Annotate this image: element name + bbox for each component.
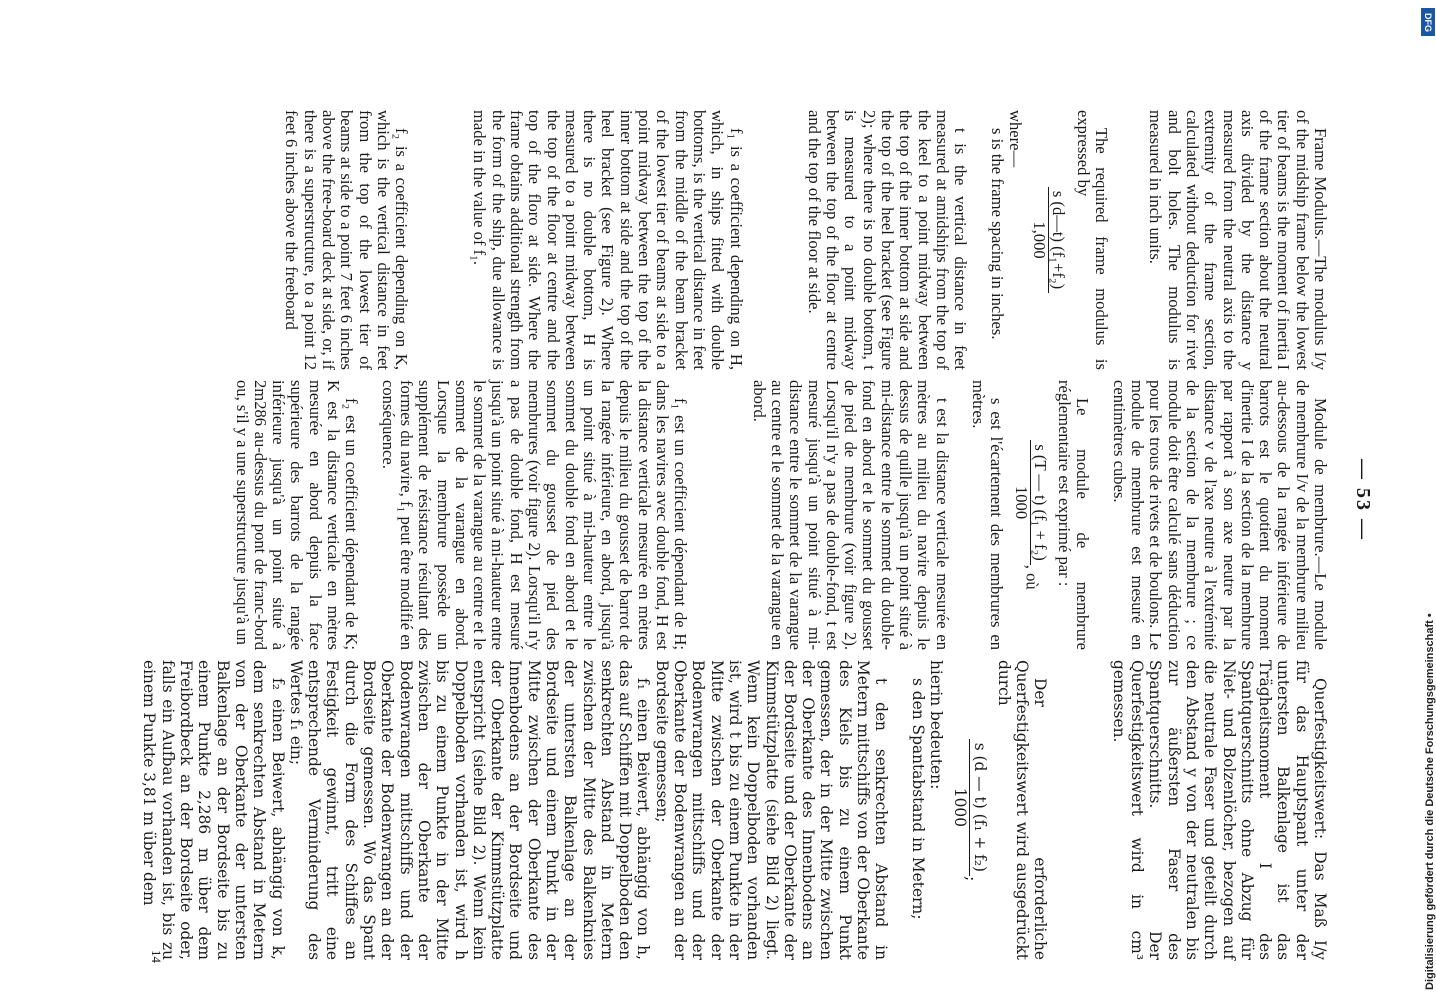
fr-formula-numerator: s (T — t) (f₁ + f₂) bbox=[1030, 440, 1049, 564]
de-required-para: Der erforderliche Querfestigkeitswert wird ausgedrückt durch bbox=[994, 660, 1050, 960]
de-formula-numerator: s (d — t) (f₁ + f₂) bbox=[969, 739, 988, 876]
en-formula-denominator: 1,000 bbox=[1030, 221, 1050, 259]
fr-def-t: t est la distance verticale mesurée en mètres au milieu du navire depuis le dessus de quille jusqu'à un point situé à mi-distance entre le sommet du double-fond en abord et le sommet du gousset de pied de membrure (voir figure 2). Lorsqu'il n'y a pas de double-fond, t est mesuré jusqu'à un point situé à mi-distance entre le sommet de la varangue au centre et le sommet de la varangue en abord. bbox=[749, 380, 952, 650]
fr-def-f2: f₂ est un coefficient dépendant de K; K est la distance verticale en mètres mesurée en abord depuis la face supérieure des barrots de la rangée inférieure jusqu'à un point situé à 2m286 au-dessus du pont de franc-bord ou, s'il y a une superstructure jusqu'à un bbox=[232, 380, 362, 650]
en-def-t: t is the vertical distance in feet measured at amidships from the top of the keel to a point midway between the top of the inner bottom at side and the top of the heel bracket (see Figure 2); where there is no double bottom, t is measured to a point midway between the top of the floor at centre and the top of the floor at side. bbox=[804, 110, 971, 370]
en-formula bbox=[1030, 110, 1068, 370]
de-def-f2: f₂ einen Beiwert, abhängig von k, dem senkrechten Abstand in Metern von der Oberkante der untersten Balkenlage an der Bordseite bis zu einem Punkte 2,286 m über dem Freibordbeck an der Bordseite oder, falls ein Aufbau vorhanden ist, bis zu einem Punkte 3,81 m über dem bbox=[140, 660, 287, 960]
fr-def-f1: f₁ est un coefficient dépendant de H; dans les navires avec double fond, H est la distance verticale mesurée en mètres depuis le milieu du gousset de barrot de la rangée inférieure, en abord, jusqu'à un point situé à mi-hauteur entre le sommet du double fond en abord et le sommet du gousset de pied des membrures (voir figure 2). Lorsqu'il n'y a pas de double fond, H est mesuré jusqu'à un point situé à mi-hauteur entre le sommet de la varangue au centre et le sommet de la varangue en abord. Lorsque la membrure possède un supplément de résistance résultant des formes du navire, f₁ peut être modifié en conséquence. bbox=[378, 380, 691, 650]
english-column bbox=[282, 110, 1329, 370]
footer-page-number: 14 bbox=[149, 950, 164, 963]
de-def-t: t den senkrechten Abstand in Metern mittschiffs von der Oberkante des Kiels bis zu einem Punkt gemessen, der in der Mitte zwischen der Oberkante des Innenbodens an der Bordseite und der Oberkante der Kimmstützplatte (siehe Bild 2) liegt. Wenn kein Doppelboden vorhanden ist, wird t bis zu einem Punkte in der Mitte zwischen der Oberkante der Bodenwrangen mittschiffs und der Oberkante der Bodenwrangen an der Bordseite gemessen; bbox=[652, 660, 891, 960]
de-def-s: s den Spantabstand in Metern; bbox=[908, 678, 927, 920]
de-formula-tail: ; bbox=[961, 876, 980, 882]
fr-formula bbox=[1011, 380, 1049, 650]
de-formula bbox=[951, 660, 989, 960]
de-formula-denominator: 1000 bbox=[951, 787, 970, 827]
en-frame-modulus-para: Frame Modulus.—The modulus I/y of the midship frame below the lowest tier of beams is the moment of inertia I of the frame section about the neutral axis divided by the distance y measured from the neutral axis to the extremity of the frame section, calculated without deduction for rivet and bolt holes. The modulus is measured in inch units. bbox=[1146, 110, 1330, 370]
en-required-modulus-para: The required frame modulus is expressed by bbox=[1073, 110, 1112, 370]
german-column bbox=[140, 660, 1329, 960]
fr-module-para: Module de membrure.—Le module de membrure I/v de la membrure milieu au-dessous de la rangée inférieure de barrots est le quotient du moment d'inertie I de la section de la membrure par rapport à son axe neutre par la distance v de l'axe neutre à l'extrémité de la section de la membrure ; ce module doit être calculé sans déduction pour les trous de rivets et de boulons. Le module de membrure est mesuré en centimètres cubes. bbox=[1109, 380, 1330, 650]
en-where: where— bbox=[1005, 110, 1025, 168]
fr-formula-denominator: 1000 bbox=[1011, 485, 1031, 520]
french-column bbox=[232, 380, 1329, 650]
fr-def-s: s est l'écartement des membrures en mètres. bbox=[968, 380, 1007, 650]
en-def-f2: f₂ is a coefficient depending on K, which is the vertical distance in feet from the top of the lowest tier of beams at side to a point 7 feet 6 inches above the free-board deck at side, or, if there is a superstructure, to a point 12 feet 6 inches above the freeboard bbox=[282, 110, 412, 370]
dfg-logo: DFG bbox=[1421, 8, 1435, 36]
de-hierin: hierin bedeuten: bbox=[926, 660, 945, 790]
en-def-f1: f₁ is a coefficient depending on H, which, in ships fitted with double bottoms, is the vertical distance in feet from the middle of the beam bracket of the lowest tier of beams at side to a point midway between the top of the inner bottom at side and the top of the heel bracket (see Figure 2). Where there is no double bottom, H is measured to a point midway between the top of the floor at centre and the top of the floro at side. Where the frame obtains additional strength from the form of the ship, due allowance is made in the value of f₁. bbox=[470, 110, 746, 370]
page-header: — 53 — bbox=[1352, 459, 1374, 541]
de-querfestigkeit-para: Querfestigkeitswert: Das Maß I/y für das Hauptspant unter der untersten Balkenlage ist das Trägheitsmoment I des Spantquerschnitts ohne Abzug für Niet- und Bolzenlöcher, bezogen auf die neutrale Faser und geteilt durch den Abstand y von der neutralen bis zur äußersten Faser des Spantquerschnitts. Der Querfestigkeitswert wird in cm³ gemessen. bbox=[1109, 660, 1329, 960]
en-formula-numerator: s (d—t) (f₁+f₂) bbox=[1048, 187, 1067, 293]
de-def-f1: f₁ einen Beiwert, abhängig von h, das auf Schiffen mit Doppelboden den senkrechten Abstand in Metern zwischen der Mitte des Balkenknies der untersten Balkenlage an der Bordseite und einem Punkt in der Mitte zwischen der Oberkante des Innenbodens an der Bordseite und der Oberkante der Kimmstützplatte entspricht (siehe Bild 2). Wenn kein Doppelboden vorhanden ist, wird h bis zu einem Punkte in der Mitte zwischen der Oberkante der Bodenwrangen mittschiffs und der Oberkante der Bodenwrangen an der Bordseite gemessen. Wo das Spant durch die Form des Schiffes an Festigkeit gewinnt, tritt eine entsprechende Verminderung des Wertes f₁ ein; bbox=[286, 660, 653, 960]
digitization-credit: Digitalisierung gefördert durch die Deutsche Forschungsgemeinschaft • bbox=[1424, 613, 1436, 990]
fr-required-modulus-para: Le module de membrure réglementaire est exprimé par : bbox=[1055, 380, 1093, 650]
en-def-s: s is the frame spacing in inches. bbox=[987, 128, 1007, 340]
fr-formula-tail: , où bbox=[1022, 564, 1042, 590]
